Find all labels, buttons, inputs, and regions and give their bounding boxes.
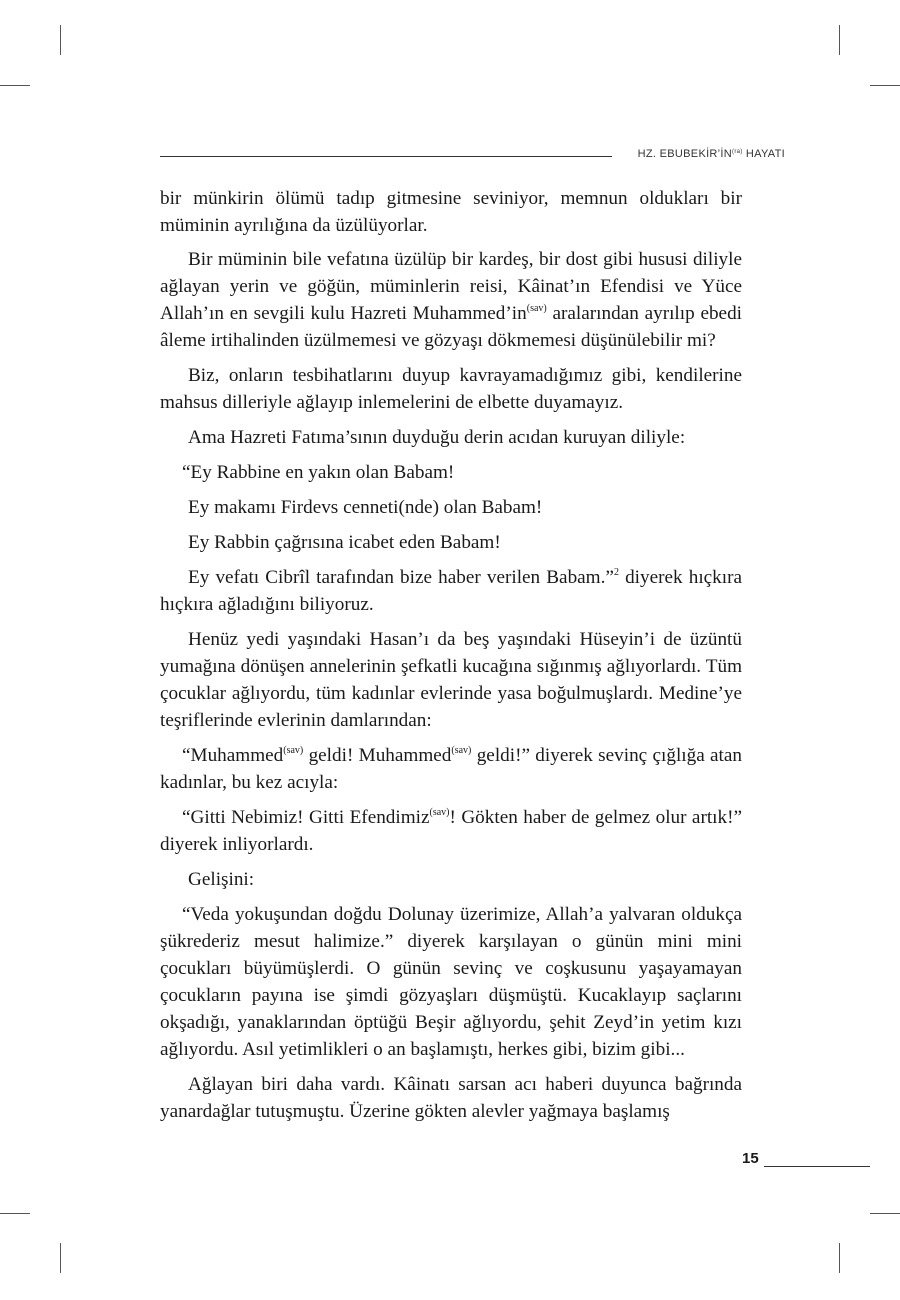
quote-line-1-text: “Ey Rabbine en yakın olan Babam!	[182, 462, 455, 483]
paragraph-11	[160, 804, 742, 858]
crop-mark-top-right	[870, 85, 900, 86]
paragraph-9-text: Henüz yedi yaşındaki Hasan’ı da beş yaşındaki Hüseyin’i de üzüntü yumağına dönüşen annelerinin şefkatli kucağına sığınmış ağlıyorlardı. Tüm çocuklar ağlıyordu, tüm kadınlar evlerinde yasa boğulmuşlardı. Medine’ye teşriflerinde evlerinin damlarından:	[160, 629, 742, 731]
paragraph-14	[160, 1071, 742, 1125]
paragraph-10-text-a: “Muhammed	[182, 745, 284, 766]
body-text	[160, 185, 742, 1133]
running-head-title-text: HZ. EBUBEKİR’İN	[637, 148, 733, 160]
crop-mark-bottom-left	[60, 1243, 61, 1273]
page-number: 15	[742, 1150, 759, 1167]
honorific-sup: (sav)	[283, 745, 304, 756]
paragraph-13	[160, 901, 742, 1063]
quote-line-4	[160, 564, 742, 618]
header-rule	[160, 156, 612, 157]
running-head-title-sup: (ra)	[732, 149, 743, 155]
running-head-title	[638, 148, 785, 160]
paragraph-10-text-b: geldi! Muhammed	[303, 745, 452, 766]
paragraph-10-text-c: geldi!” diyerek sevinç çığlığa atan kadınlar, bu kez acıyla:	[160, 745, 743, 793]
paragraph-11-text-b: ! Gökten haber de gelmez olur artık!” diyerek inliyorlardı.	[160, 807, 742, 855]
paragraph-1-text: bir münkirin ölümü tadıp gitmesine seviniyor, memnun oldukları bir müminin ayrılığına da üzülüyorlar.	[160, 188, 742, 236]
honorific-sup: (sav)	[526, 303, 547, 314]
honorific-sup: (sav)	[451, 745, 472, 756]
paragraph-2-text-b: aralarından ayrılıp ebedi âleme irtihalinden üzülmemesi ve gözyaşı dökmemesi düşünülebilir mi?	[160, 303, 742, 351]
paragraph-10	[160, 742, 742, 796]
page-number-block	[742, 1150, 870, 1170]
crop-mark-bottom-left	[0, 1213, 30, 1214]
paragraph-3	[160, 362, 742, 416]
crop-mark-top-left	[60, 25, 61, 55]
quote-line-2	[160, 494, 742, 521]
running-head	[160, 148, 785, 166]
crop-mark-top-left	[0, 85, 30, 86]
quote-line-3-text: Ey Rabbin çağrısına icabet eden Babam!	[188, 532, 501, 553]
quote-line-2-text: Ey makamı Firdevs cenneti(nde) olan Babam!	[188, 497, 543, 518]
footer-rule	[764, 1166, 870, 1167]
crop-mark-bottom-right	[839, 1243, 840, 1273]
paragraph-1	[160, 185, 742, 239]
paragraph-12-text: Gelişini:	[188, 869, 255, 890]
paragraph-3-text: Biz, onların tesbihatlarını duyup kavrayamadığımız gibi, kendilerine mahsus dilleriyle ağlayıp inlemelerini de elbette duyamayız.	[160, 365, 742, 413]
paragraph-13-text: “Veda yokuşundan doğdu Dolunay üzerimize, Allah’a yalvaran oldukça şükrederiz mesut halimize.” diyerek karşılayan o günün mini mini çocukları büyümüşlerdi. O günün sevinç ve coşkusunu yaşayamayan çocukların payına ise şimdi gözyaşları düşmüştü. Kucaklayıp saçlarını okşadığı, yanaklarından öptüğü Beşir ağlıyordu, şehit Zeyd’in yetim kızı ağlıyordu. Asıl yetimlikleri o an başlamıştı, herkes gibi, bizim gibi...	[160, 904, 742, 1060]
quote-line-3	[160, 529, 742, 556]
quote-line-1	[160, 459, 742, 486]
paragraph-2	[160, 246, 742, 354]
paragraph-4-text: Ama Hazreti Fatıma’sının duyduğu derin acıdan kuruyan diliyle:	[188, 427, 686, 448]
honorific-sup: (sav)	[429, 807, 450, 818]
paragraph-14-text: Ağlayan biri daha vardı. Kâinatı sarsan acı haberi duyunca bağrında yanardağlar tutuşmuştu. Üzerine gökten alevler yağmaya başlamış	[160, 1074, 742, 1122]
quote-line-4-text-a: Ey vefatı Cibrîl tarafından bize haber verilen Babam.”	[188, 567, 614, 588]
paragraph-9	[160, 626, 742, 734]
running-head-title-end: HAYATI	[742, 148, 785, 160]
paragraph-2-text-a: Bir müminin bile vefatına üzülüp bir kardeş, bir dost gibi hususi diliyle ağlayan yerin ve göğün, müminlerin reisi, Kâinat’ın Efendisi ve Yüce Allah’ın en sevgili kulu Hazreti Muhammed’in	[160, 249, 742, 324]
paragraph-12	[160, 866, 742, 893]
paragraph-11-text-a: “Gitti Nebimiz! Gitti Efendimiz	[182, 807, 430, 828]
crop-mark-top-right	[839, 25, 840, 55]
crop-mark-bottom-right	[870, 1213, 900, 1214]
footnote-ref: 2	[613, 567, 619, 578]
paragraph-4	[160, 424, 742, 451]
quote-line-4-text-b: diyerek hıçkıra hıçkıra ağladığını biliyoruz.	[160, 567, 742, 615]
